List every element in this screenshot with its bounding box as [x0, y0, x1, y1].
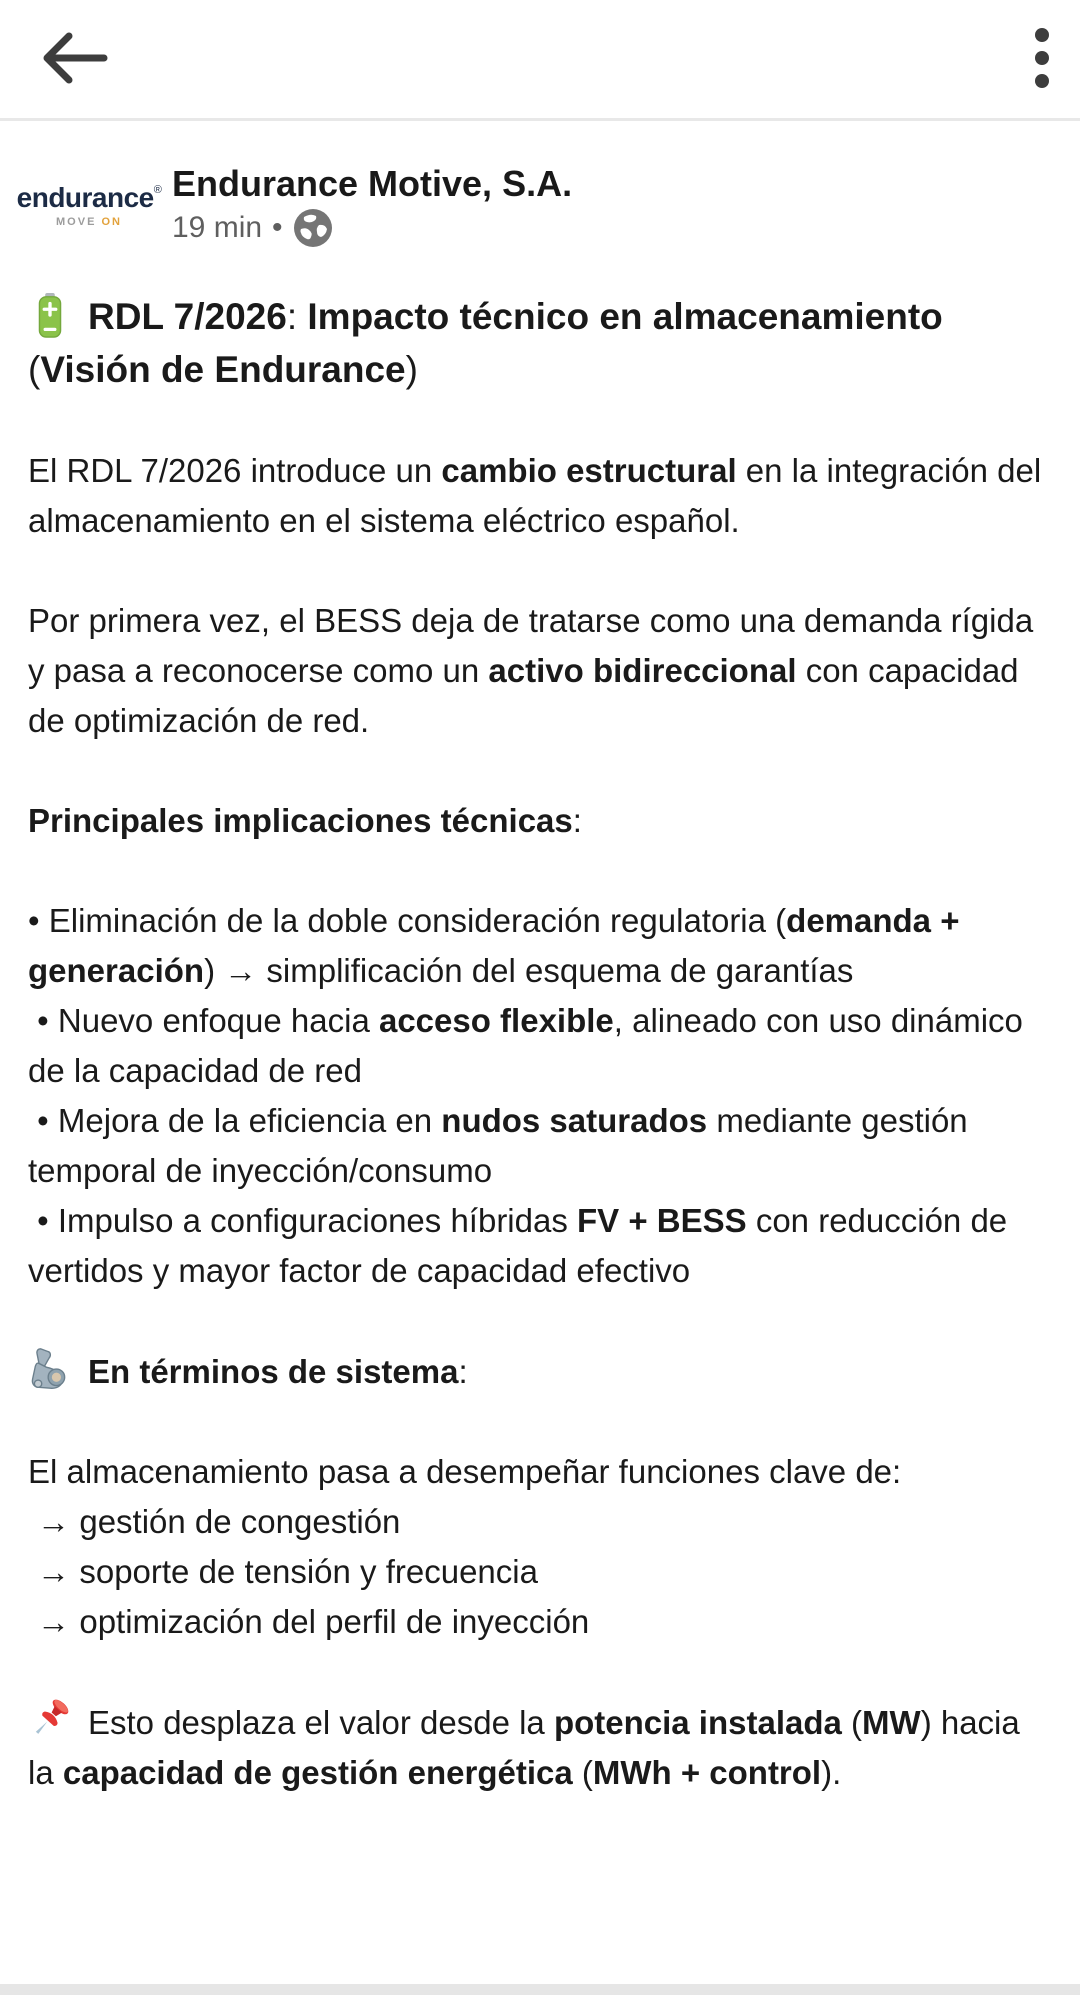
bold-text: potencia instalada [553, 1704, 842, 1741]
bold-text: acceso flexible [378, 1002, 614, 1039]
text: ( [841, 1704, 863, 1741]
post-paragraph [28, 1547, 1052, 1597]
text: El RDL 7/2026 introduce un [28, 452, 442, 489]
text: ( [28, 296, 954, 390]
bold-text: En términos de sistema [88, 1353, 459, 1390]
text: • Impulso a configuraciones híbridas [28, 1202, 578, 1239]
post-meta [172, 208, 572, 248]
overflow-menu-icon [1034, 27, 1050, 92]
post-paragraph [28, 1346, 1052, 1397]
text: con capacidad de optimización de red. [28, 652, 1028, 739]
text: ) → simplificación del esquema de garantías [204, 952, 854, 989]
post-paragraph [28, 1447, 1052, 1497]
bold-text: Impacto técnico en almacenamiento [307, 296, 943, 337]
bold-text: MW [862, 1704, 921, 1741]
bold-text: Visión de Endurance [40, 349, 406, 390]
text: → gestión de congestión [28, 1503, 401, 1540]
bold-text: nudos saturados [441, 1102, 708, 1139]
logo-brand-text: endurance® [16, 181, 162, 213]
logo-tagline: MOVE ON [56, 215, 122, 228]
post-paragraph [28, 1697, 1052, 1798]
bold-text: Principales implicaciones técnicas [28, 802, 573, 839]
mechanical-arm-icon [28, 1346, 72, 1392]
text: : [458, 1353, 468, 1390]
text: Por primera vez, el BESS deja de tratarse como una demanda rígida y pasa a reconocerse como un [28, 602, 1043, 689]
text: → optimización del perfil de inyección [28, 1603, 590, 1640]
text: • Nuevo enfoque hacia [28, 1002, 379, 1039]
bold-text: MWh + control [592, 1754, 822, 1791]
post-header [16, 163, 1052, 248]
pushpin-icon [28, 1697, 72, 1743]
text: • Mejora de la eficiencia en [28, 1102, 442, 1139]
back-arrow-icon [40, 30, 108, 89]
bold-text: FV + BESS [577, 1202, 747, 1239]
text: mediante gestión temporal de inyección/consumo [28, 1102, 977, 1189]
company-logo[interactable] [16, 163, 162, 248]
post-paragraph [28, 896, 1052, 996]
post-paragraph [28, 596, 1052, 746]
text: ). [821, 1754, 842, 1791]
text: ) hacia la [28, 1704, 1029, 1791]
post-paragraph [28, 1196, 1052, 1296]
bottom-divider [0, 1984, 1080, 1995]
post-paragraph [28, 1597, 1052, 1647]
post-paragraph [28, 1096, 1052, 1196]
bold-text: RDL 7/2026 [88, 296, 287, 337]
battery-icon [28, 292, 72, 338]
post-time: 19 min [172, 211, 263, 244]
text: El almacenamiento pasa a desempeñar funciones clave de: [28, 1453, 902, 1490]
divider [0, 118, 1080, 121]
text: : [572, 802, 582, 839]
text: con reducción de vertidos y mayor factor de capacidad efectivo [28, 1202, 1017, 1289]
text: ) [405, 349, 418, 390]
overflow-menu-button[interactable] [1034, 27, 1050, 92]
post-paragraph [28, 446, 1052, 546]
text: ( [572, 1754, 593, 1791]
text: , alineado con uso dinámico de la capacidad de red [28, 1002, 1033, 1089]
text: → soporte de tensión y frecuencia [28, 1553, 538, 1590]
post-body [28, 290, 1052, 1798]
globe-icon [293, 208, 333, 248]
text: Esto desplaza el valor desde la [88, 1704, 554, 1741]
back-button[interactable] [40, 30, 108, 89]
post-paragraph [28, 1497, 1052, 1547]
meta-separator: • [272, 211, 283, 244]
bold-text: activo bidireccional [488, 652, 797, 689]
bold-text: demanda + generación [28, 902, 969, 989]
post-paragraph [28, 796, 1052, 846]
author-name[interactable]: Endurance Motive, S.A. [172, 163, 573, 204]
bold-text: cambio estructural [441, 452, 737, 489]
post-paragraph [28, 996, 1052, 1096]
text: en la integración del almacenamiento en el sistema eléctrico español. [28, 452, 1051, 539]
post-title [28, 290, 1052, 396]
text: • Eliminación de la doble consideración regulatoria ( [28, 902, 787, 939]
top-bar [0, 0, 1080, 118]
text: : [286, 296, 308, 337]
bold-text: capacidad de gestión energética [62, 1754, 573, 1791]
